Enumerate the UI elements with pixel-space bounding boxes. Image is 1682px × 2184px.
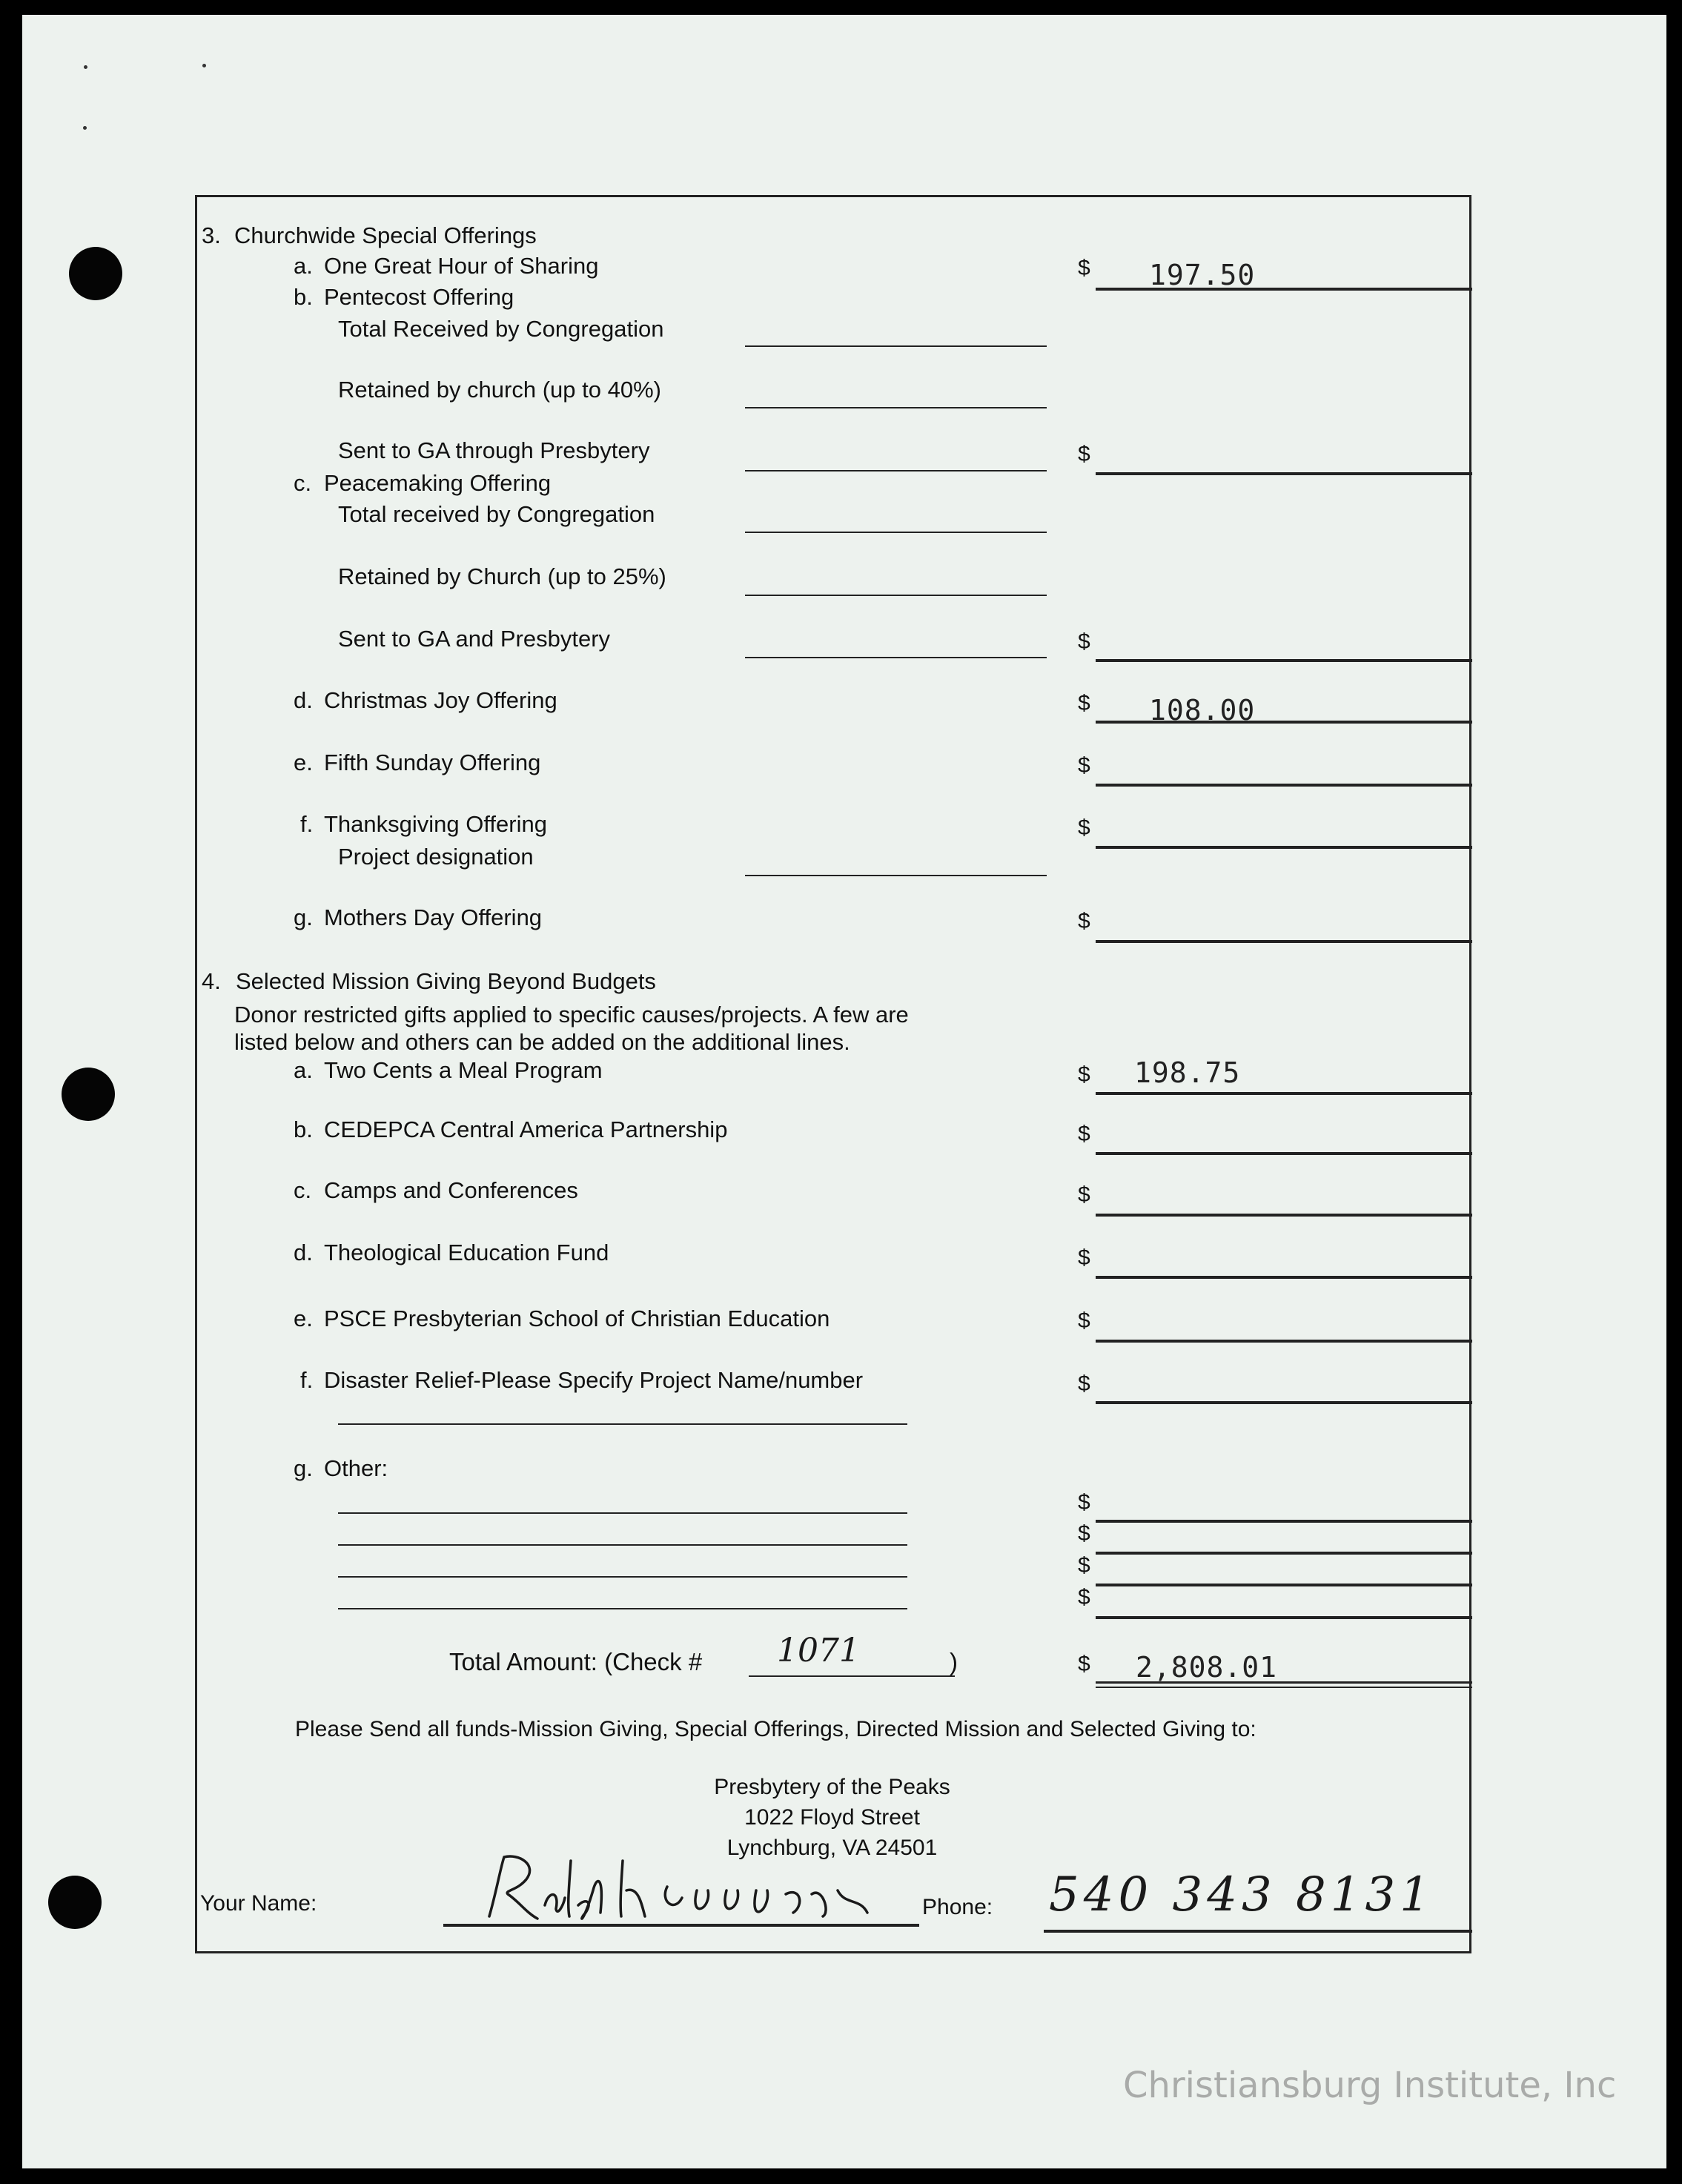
camps-field[interactable] xyxy=(1096,1214,1472,1217)
pentecost-sent-field[interactable] xyxy=(1096,472,1472,475)
watermark-text: Christiansburg Institute, Inc xyxy=(1123,2065,1617,2106)
dollar-sign: $ xyxy=(1078,1652,1090,1676)
christmas-joy-amount: 108.00 xyxy=(1149,694,1256,727)
item-letter: c. xyxy=(294,470,312,496)
total-close-paren: ) xyxy=(950,1648,958,1675)
dollar-sign: $ xyxy=(1078,1490,1090,1515)
disaster-project-field[interactable] xyxy=(338,1423,907,1425)
dollar-sign: $ xyxy=(1078,629,1090,654)
total-amount-field[interactable] xyxy=(1096,1681,1472,1684)
total-double-rule xyxy=(1096,1687,1472,1688)
camps-label: Camps and Conferences xyxy=(324,1177,578,1203)
two-cents-label: Two Cents a Meal Program xyxy=(324,1057,603,1083)
item-letter: e. xyxy=(294,749,313,775)
other-name-field[interactable] xyxy=(338,1512,907,1514)
peacemaking-retained-field[interactable] xyxy=(745,595,1047,596)
mothers-day-field[interactable] xyxy=(1096,940,1472,943)
psce-label: PSCE Presbyterian School of Christian Education xyxy=(324,1306,830,1331)
dollar-sign: $ xyxy=(1078,1245,1090,1270)
dollar-sign: $ xyxy=(1078,1585,1090,1609)
disaster-relief-label: Disaster Relief-Please Specify Project Name/number xyxy=(324,1367,864,1393)
other-name-field[interactable] xyxy=(338,1576,907,1578)
dollar-sign: $ xyxy=(1078,1521,1090,1546)
item-letter: g. xyxy=(294,1455,313,1481)
thanksgiving-label: Thanksgiving Offering xyxy=(324,811,547,837)
peacemaking-total-field[interactable] xyxy=(745,532,1047,533)
peacemaking-sent-subfield[interactable] xyxy=(745,657,1047,658)
item-letter: g. xyxy=(294,904,313,930)
other-amount-field[interactable] xyxy=(1096,1520,1472,1523)
pentecost-sent-subfield[interactable] xyxy=(745,470,1047,471)
peacemaking-label: Peacemaking Offering xyxy=(324,470,552,496)
punch-hole xyxy=(48,1876,102,1929)
pentecost-total-label: Total Received by Congregation xyxy=(338,316,664,342)
fifth-sunday-field[interactable] xyxy=(1096,784,1472,787)
section3-title: Churchwide Special Offerings xyxy=(234,222,537,248)
dollar-sign: $ xyxy=(1078,691,1090,715)
item-letter: d. xyxy=(294,1240,313,1265)
disaster-relief-field[interactable] xyxy=(1096,1401,1472,1404)
peacemaking-sent-field[interactable] xyxy=(1096,659,1472,662)
item-letter: c. xyxy=(294,1177,312,1203)
check-number-field[interactable] xyxy=(749,1675,955,1677)
item-letter: f. xyxy=(300,1367,314,1393)
section4-description: Donor restricted gifts applied to specific causes/projects. A few are xyxy=(234,1002,909,1028)
one-great-hour-amount: 197.50 xyxy=(1149,259,1256,291)
project-designation-label: Project designation xyxy=(338,844,534,870)
one-great-hour-label: One Great Hour of Sharing xyxy=(324,253,599,279)
mothers-day-label: Mothers Day Offering xyxy=(324,904,543,930)
pentecost-total-field[interactable] xyxy=(745,345,1047,347)
other-amount-field[interactable] xyxy=(1096,1584,1472,1586)
dollar-sign: $ xyxy=(1078,1308,1090,1333)
dollar-sign: $ xyxy=(1078,1182,1090,1207)
item-letter: a. xyxy=(294,253,313,279)
speck xyxy=(202,64,206,67)
dollar-sign: $ xyxy=(1078,753,1090,778)
total-amount: 2,808.01 xyxy=(1136,1651,1278,1684)
other-label: Other: xyxy=(324,1455,388,1481)
one-great-hour-field[interactable] xyxy=(1096,288,1472,291)
section4-description: listed below and others can be added on the additional lines. xyxy=(234,1029,850,1055)
pentecost-sent-label: Sent to GA through Presbytery xyxy=(338,437,650,463)
other-amount-field[interactable] xyxy=(1096,1616,1472,1619)
pentecost-retained-field[interactable] xyxy=(745,407,1047,408)
check-number: 1071 xyxy=(777,1632,860,1670)
phone-value: 540 343 8131 xyxy=(1049,1867,1434,1922)
dollar-sign: $ xyxy=(1078,1122,1090,1146)
peacemaking-retained-label: Retained by Church (up to 25%) xyxy=(338,563,666,589)
pentecost-label: Pentecost Offering xyxy=(324,284,514,310)
dollar-sign: $ xyxy=(1078,1062,1090,1087)
signature-image xyxy=(474,1846,882,1927)
send-instruction: Please Send all funds-Mission Giving, Special Offerings, Directed Mission and Selected Giving to: xyxy=(295,1717,1256,1741)
phone-label: Phone: xyxy=(922,1895,993,1919)
dollar-sign: $ xyxy=(1078,815,1090,840)
total-label: Total Amount: (Check # xyxy=(449,1648,703,1675)
address-line: Lynchburg, VA 24501 xyxy=(726,1836,938,1860)
dollar-sign: $ xyxy=(1078,442,1090,466)
address-line: Presbytery of the Peaks xyxy=(714,1775,950,1799)
peacemaking-sent-label: Sent to GA and Presbytery xyxy=(338,626,611,652)
item-letter: d. xyxy=(294,687,313,713)
section4-number: 4. xyxy=(202,968,221,994)
other-amount-field[interactable] xyxy=(1096,1552,1472,1555)
christmas-joy-field[interactable] xyxy=(1096,721,1472,724)
pentecost-retained-label: Retained by church (up to 40%) xyxy=(338,377,661,403)
item-letter: b. xyxy=(294,284,313,310)
item-letter: f. xyxy=(300,811,314,837)
other-name-field[interactable] xyxy=(338,1544,907,1546)
your-name-label: Your Name: xyxy=(200,1891,317,1916)
section3-number: 3. xyxy=(202,222,221,248)
your-name-field[interactable] xyxy=(443,1924,919,1927)
punch-hole xyxy=(69,247,122,300)
speck xyxy=(83,126,87,130)
theological-field[interactable] xyxy=(1096,1276,1472,1279)
dollar-sign: $ xyxy=(1078,256,1090,280)
project-designation-field[interactable] xyxy=(745,875,1047,876)
theological-label: Theological Education Fund xyxy=(324,1240,609,1265)
item-letter: b. xyxy=(294,1116,313,1142)
christmas-joy-label: Christmas Joy Offering xyxy=(324,687,557,713)
two-cents-amount: 198.75 xyxy=(1134,1056,1241,1089)
cedepca-field[interactable] xyxy=(1096,1152,1472,1155)
peacemaking-total-label: Total received by Congregation xyxy=(338,501,655,527)
cedepca-label: CEDEPCA Central America Partnership xyxy=(324,1116,728,1142)
speck xyxy=(84,65,87,69)
thanksgiving-field[interactable] xyxy=(1096,846,1472,849)
phone-field[interactable] xyxy=(1044,1930,1472,1933)
dollar-sign: $ xyxy=(1078,909,1090,933)
item-letter: e. xyxy=(294,1306,313,1331)
item-letter: a. xyxy=(294,1057,313,1083)
punch-hole xyxy=(62,1068,115,1121)
section4-title: Selected Mission Giving Beyond Budgets xyxy=(236,968,656,994)
dollar-sign: $ xyxy=(1078,1553,1090,1578)
other-name-field[interactable] xyxy=(338,1608,907,1609)
two-cents-field[interactable] xyxy=(1096,1092,1472,1095)
psce-field[interactable] xyxy=(1096,1340,1472,1343)
address-line: 1022 Floyd Street xyxy=(744,1805,920,1830)
fifth-sunday-label: Fifth Sunday Offering xyxy=(324,749,541,775)
dollar-sign: $ xyxy=(1078,1371,1090,1396)
